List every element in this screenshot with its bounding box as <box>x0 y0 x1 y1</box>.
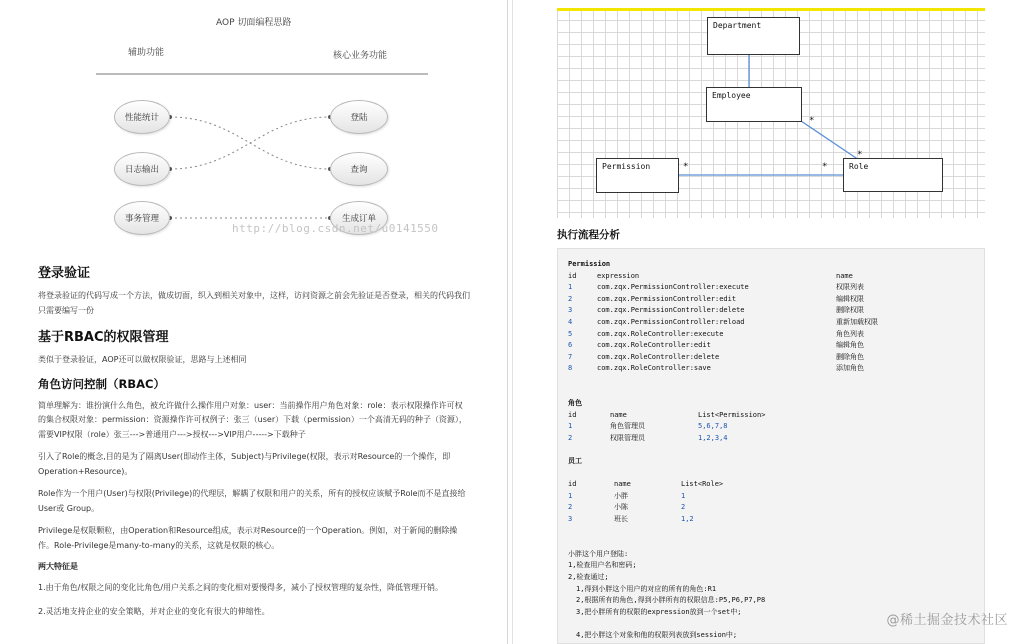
column-header: name <box>836 271 853 280</box>
cell-id: 3 <box>568 515 573 524</box>
cell-permissions: 1,2,3,4 <box>698 433 728 442</box>
cell-id: 7 <box>568 352 573 361</box>
table-row <box>568 363 984 375</box>
permission-table-label: Permission <box>568 260 611 268</box>
uml-class-department: Department <box>707 17 800 55</box>
cell-id: 3 <box>568 306 573 315</box>
flow-step: 2,根据所有的角色,得到小胖所有的权限信息:P5,P6,P7,P8 <box>576 596 766 605</box>
uml-multiplicity: * <box>809 116 815 126</box>
table-row <box>568 433 984 445</box>
table-row <box>568 502 984 514</box>
cell-id: 4 <box>568 317 573 326</box>
cell-name: 添加角色 <box>836 364 864 373</box>
cell-permissions: 5,6,7,8 <box>698 422 728 431</box>
aop-node-performance: 性能统计 <box>114 100 170 134</box>
aop-right-header: 核心业务功能 <box>333 51 388 61</box>
cell-name: 班长 <box>614 515 628 524</box>
cell-id: 2 <box>568 433 573 442</box>
aop-left-header: 辅助功能 <box>128 48 165 58</box>
cell-name: 权限列表 <box>836 283 864 292</box>
cell-expression: com.zqx.RoleController:edit <box>597 341 711 350</box>
cell-roles: 1,2 <box>681 515 694 524</box>
feature-item: 1.由于角色/权限之间的变化比角色/用户关系之间的变化相对要慢得多，减小了授权管理的复杂性，降低管理开销。 <box>38 583 444 592</box>
aop-node-create-order: 生成订单 <box>330 201 388 235</box>
table-row <box>568 329 984 341</box>
features-heading: 两大特征是 <box>38 562 78 571</box>
permission-table-header <box>568 271 984 283</box>
cell-id: 8 <box>568 364 573 373</box>
flow-step: 小胖这个用户登陆: <box>568 549 629 558</box>
heading-role-access-control: 角色访问控制（RBAC） <box>38 376 165 391</box>
code-block <box>557 248 985 644</box>
cell-name: 角色管理员 <box>610 422 645 431</box>
cell-name: 权限管理员 <box>610 433 645 442</box>
cell-name: 编辑权限 <box>836 294 864 303</box>
column-header: expression <box>597 271 640 280</box>
column-header: name <box>610 410 627 419</box>
cell-name: 删除角色 <box>836 352 864 361</box>
uml-class-employee: Employee <box>706 87 802 122</box>
cell-expression: com.zqx.PermissionController:delete <box>597 306 745 315</box>
heading-login-verification: 登录验证 <box>38 266 91 281</box>
uml-multiplicity: * <box>857 150 863 160</box>
uml-multiplicity: * <box>683 162 689 172</box>
cell-id: 1 <box>568 422 573 431</box>
table-row <box>568 352 984 364</box>
flow-step: 4,把小胖这个对象和他的权限列表放到session中; <box>576 631 738 639</box>
cell-name: 编辑角色 <box>836 341 864 350</box>
table-row <box>568 317 984 329</box>
diagram-watermark: http://blog.csdn.net/u0141550 <box>232 222 439 235</box>
login-verification-text: 将登录验证的代码写成一个方法，做成切面，织入到相关对象中，这样，访问资源之前会先验证是否登录，相关的代码我们只需要编写一份 <box>38 291 470 315</box>
table-row <box>568 491 984 503</box>
flow-step: 2,检查通过; <box>568 573 609 582</box>
employee-table-label: 员工 <box>568 457 582 466</box>
cell-name: 重新加载权限 <box>836 317 878 326</box>
flow-step: 1,得到小胖这个用户的对应的所有的角色:R1 <box>576 584 717 593</box>
aop-node-logging: 日志输出 <box>114 152 170 186</box>
cell-id: 5 <box>568 329 573 338</box>
article-body <box>38 262 470 628</box>
column-header: id <box>568 480 577 489</box>
uml-employee-role-link <box>801 121 859 160</box>
rbac-paragraph: 简单理解为：谁扮演什么角色，被允许做什么操作用户对象：user：当前操作用户角色对象：role：表示权限操作许可权的集合权限对象：permission：资源操作许可权例子：张三（user）下载（permission）一个高清无码的种子（资源），需要VIP权限（role）张三--->普通用户--->授权--->VIP用户----->下载种子 <box>38 400 467 439</box>
column-header: id <box>568 410 577 419</box>
rbac-text: 类似于登录验证，AOP还可以做权限验证，思路与上述相同 <box>38 355 247 364</box>
cell-expression: com.zqx.RoleController:execute <box>597 329 724 338</box>
left-page <box>0 0 508 644</box>
uml-class-diagram <box>557 8 985 218</box>
table-row <box>568 421 984 433</box>
cell-name: 小陈 <box>614 503 628 512</box>
cell-id: 1 <box>568 283 573 292</box>
column-header: List<Role> <box>681 480 724 489</box>
aop-diagram-title: AOP 切面编程思路 <box>216 18 292 28</box>
cell-expression: com.zqx.RoleController:save <box>597 364 711 373</box>
site-watermark: @稀土掘金技术社区 <box>886 613 1008 628</box>
rbac-paragraph: Role作为一个用户(User)与权限(Privilege)的代理层，解耦了权限和用户的关系，所有的授权应该赋予Role而不是直接给User或 Group。 <box>38 489 466 513</box>
table-row <box>568 514 984 526</box>
aop-link-log-login <box>170 117 330 169</box>
cell-id: 6 <box>568 341 573 350</box>
flow-step: 3,把小胖所有的权限的expression放到一个set中; <box>576 607 742 616</box>
cell-name: 角色列表 <box>836 329 864 338</box>
column-header: id <box>568 271 577 280</box>
role-table-label: 角色 <box>568 399 582 408</box>
cell-id: 2 <box>568 503 573 512</box>
aop-node-login: 登陆 <box>330 100 388 134</box>
rbac-paragraph: 引入了Role的概念,目的是为了隔离User(即动作主体，Subject)与Privilege(权限，表示对Resource的一个操作，即Operation+Resource)。 <box>38 452 451 476</box>
cell-expression: com.zqx.RoleController:delete <box>597 352 720 361</box>
uml-multiplicity: * <box>822 162 828 172</box>
cell-id: 1 <box>568 491 573 500</box>
table-row <box>568 294 984 306</box>
uml-class-role: Role <box>843 158 943 192</box>
aop-node-query: 查询 <box>330 152 388 186</box>
cell-id: 2 <box>568 294 573 303</box>
column-header: name <box>614 480 631 489</box>
column-header: List<Permission> <box>698 410 766 419</box>
cell-expression: com.zqx.PermissionController:execute <box>597 283 749 292</box>
table-row <box>568 340 984 352</box>
rbac-paragraph: Privilege是权限颗粒，由Operation和Resource组成，表示对Resource的一个Operation。例如，对于新闻的删除操作。Role-Privilege是many-to-many的关系，这就是权限的核心。 <box>38 526 458 550</box>
role-table-header <box>568 410 984 422</box>
cell-roles: 1 <box>681 491 686 500</box>
heading-rbac: 基于RBAC的权限管理 <box>38 330 169 345</box>
cell-expression: com.zqx.PermissionController:reload <box>597 317 745 326</box>
table-row <box>568 282 984 294</box>
aop-connector-lines <box>0 0 508 256</box>
cell-name: 小胖 <box>614 491 628 500</box>
aop-node-transaction: 事务管理 <box>114 201 170 235</box>
heading-execution-flow: 执行流程分析 <box>557 229 620 241</box>
cell-expression: com.zqx.PermissionController:edit <box>597 294 737 303</box>
aop-diagram <box>0 0 508 256</box>
cell-name: 删除权限 <box>836 306 864 315</box>
employee-table-header <box>568 479 984 491</box>
uml-class-permission: Permission <box>596 158 679 193</box>
right-page <box>512 0 1022 644</box>
cell-roles: 2 <box>681 503 686 512</box>
feature-item: 2.灵活地支持企业的安全策略，并对企业的变化有很大的伸缩性。 <box>38 606 270 616</box>
flow-step: 1,检查用户名和密码; <box>568 561 637 570</box>
table-row <box>568 305 984 317</box>
